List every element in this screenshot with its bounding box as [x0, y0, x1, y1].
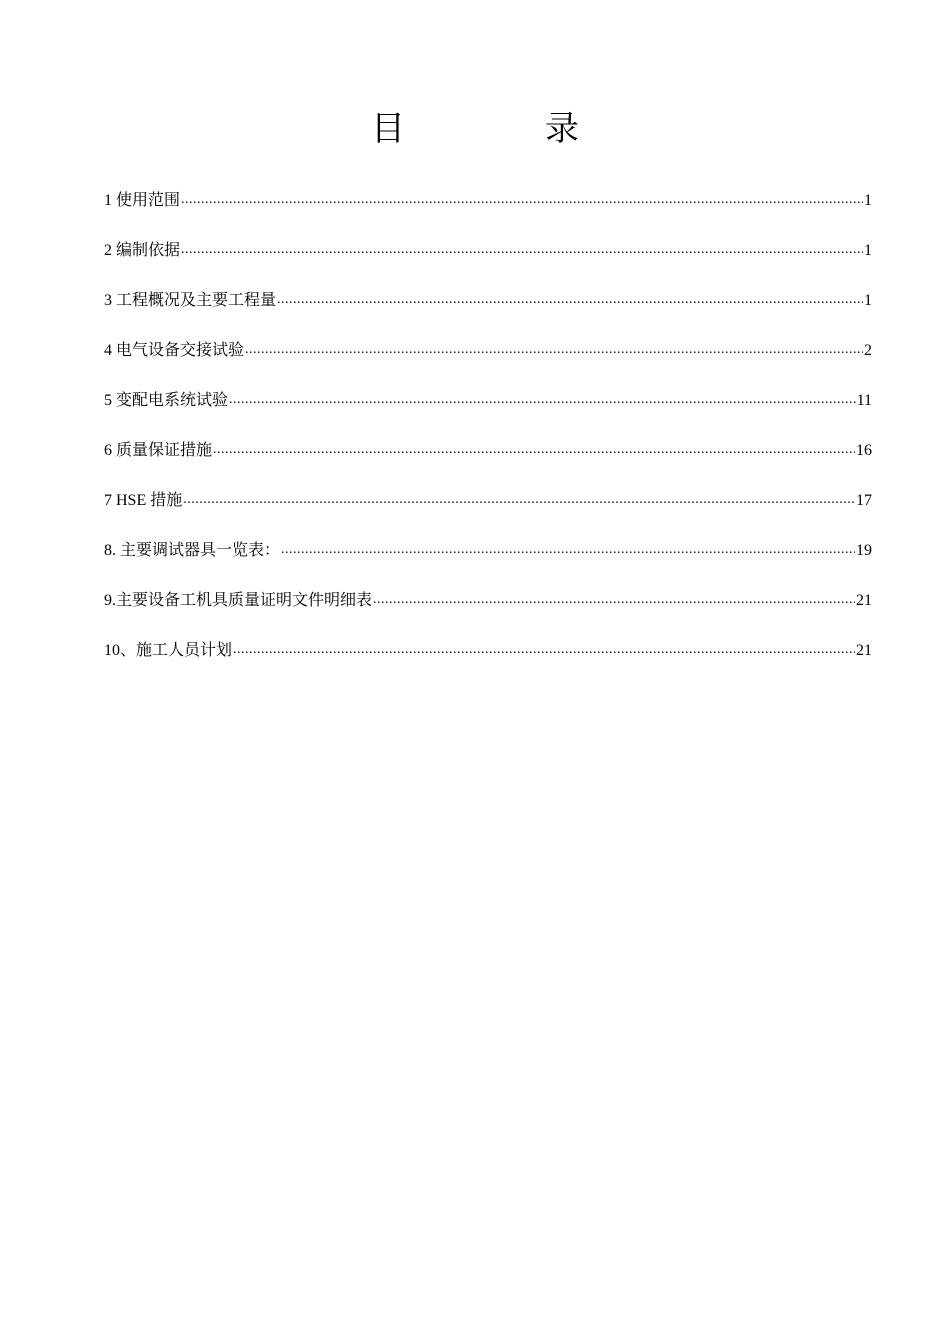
- toc-entry-label: 1 使用范围: [104, 192, 181, 209]
- toc-entry-label: 6 质量保证措施: [104, 442, 213, 459]
- toc-entry[interactable]: [104, 266, 872, 316]
- toc-title-char-2: 录: [545, 111, 579, 148]
- toc-title: [0, 108, 950, 152]
- toc-title-char-1: 目: [371, 111, 405, 148]
- toc-entry[interactable]: [104, 516, 872, 566]
- toc-leader-dots: [183, 484, 855, 515]
- toc-leader-dots: [281, 534, 855, 565]
- toc-entry-page: 21: [856, 592, 872, 609]
- toc-entry-page: 1: [864, 242, 872, 259]
- toc-entry-label: 8. 主要调试器具一览表：: [104, 542, 281, 559]
- toc-entry-page: 1: [864, 292, 872, 309]
- toc-entry-page: 17: [856, 492, 872, 509]
- toc-leader-dots: [277, 284, 863, 315]
- toc-entry[interactable]: [104, 166, 872, 216]
- toc-entry-label: 7 HSE 措施: [104, 492, 183, 509]
- toc-entry-label: 5 变配电系统试验: [104, 392, 229, 409]
- toc-entry-page: 11: [856, 392, 872, 409]
- toc-leader-dots: [181, 234, 863, 265]
- toc-list: [104, 166, 872, 666]
- toc-leader-dots: [213, 434, 855, 465]
- toc-entry[interactable]: [104, 416, 872, 466]
- toc-entry-label: 3 工程概况及主要工程量: [104, 292, 277, 309]
- toc-entry-label: 9.主要设备工机具质量证明文件明细表: [104, 592, 373, 609]
- toc-entry[interactable]: [104, 216, 872, 266]
- toc-entry[interactable]: [104, 366, 872, 416]
- toc-leader-dots: [373, 584, 855, 615]
- toc-entry-page: 1: [864, 192, 872, 209]
- toc-entry-page: 16: [856, 442, 872, 459]
- toc-entry[interactable]: [104, 616, 872, 666]
- toc-leader-dots: [245, 334, 863, 365]
- toc-leader-dots: [229, 384, 856, 415]
- toc-entry-page: 19: [856, 542, 872, 559]
- toc-leader-dots: [181, 184, 863, 215]
- toc-leader-dots: [233, 634, 855, 665]
- toc-entry[interactable]: [104, 566, 872, 616]
- toc-entry-label: 4 电气设备交接试验: [104, 342, 245, 359]
- toc-entry-page: 21: [856, 642, 872, 659]
- toc-entry-label: 10、施工人员计划: [104, 642, 233, 659]
- toc-entry-label: 2 编制依据: [104, 242, 181, 259]
- toc-entry[interactable]: [104, 316, 872, 366]
- toc-entry[interactable]: [104, 466, 872, 516]
- toc-entry-page: 2: [864, 342, 872, 359]
